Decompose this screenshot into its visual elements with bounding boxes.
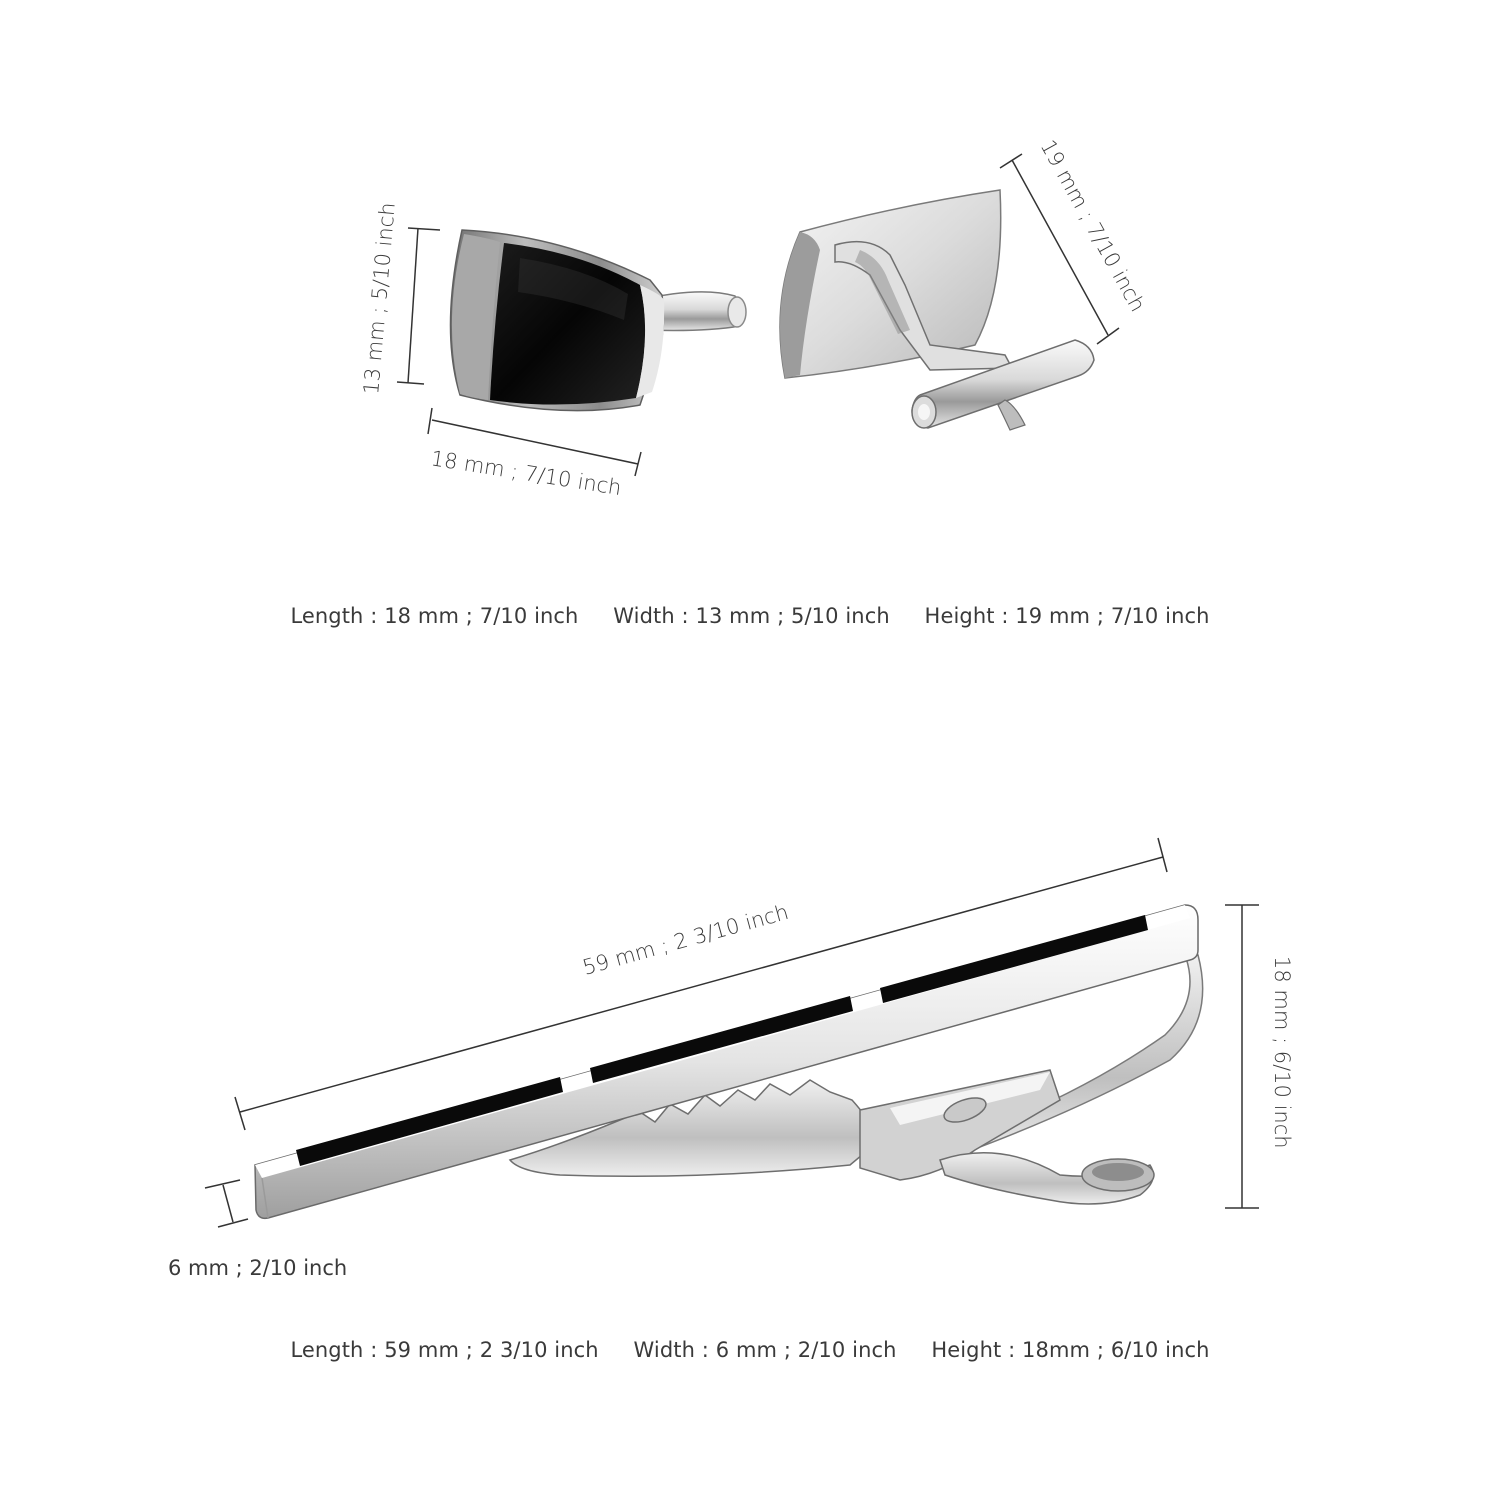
cufflink-back — [780, 190, 1094, 430]
tie-clip-spec-width: Width : 6 mm ; 2/10 inch — [633, 1338, 897, 1362]
cufflink-spec-row — [0, 604, 1500, 628]
cufflink-spec-length: Length : 18 mm ; 7/10 inch — [290, 604, 579, 628]
tie-clip — [255, 905, 1203, 1218]
cufflink-height-dimension-line — [397, 228, 440, 384]
cufflink-front — [450, 230, 746, 411]
cufflink-height-label: 13 mm ; 5/10 inch — [359, 201, 400, 396]
tie-clip-height-label: 18 mm ; 6/10 inch — [1270, 956, 1294, 1149]
cufflink-spec-width: Width : 13 mm ; 5/10 inch — [613, 604, 890, 628]
tie-clip-spec-row — [0, 1338, 1500, 1362]
tie-clip-length-label: 59 mm ; 2 3/10 inch — [579, 899, 792, 980]
tie-clip-spec-length: Length : 59 mm ; 2 3/10 inch — [290, 1338, 599, 1362]
cufflink-length-label: 18 mm ; 7/10 inch — [429, 446, 624, 501]
tie-clip-spec-height: Height : 18mm ; 6/10 inch — [931, 1338, 1210, 1362]
cufflink-spec-height: Height : 19 mm ; 7/10 inch — [924, 604, 1210, 628]
tie-clip-height-dimension-line — [1225, 905, 1259, 1208]
tie-clip-width-dimension-line — [205, 1180, 248, 1227]
tie-clip-width-label: 6 mm ; 2/10 inch — [168, 1256, 348, 1280]
cufflink-depth-label: 19 mm ; 7/10 inch — [1035, 135, 1150, 316]
